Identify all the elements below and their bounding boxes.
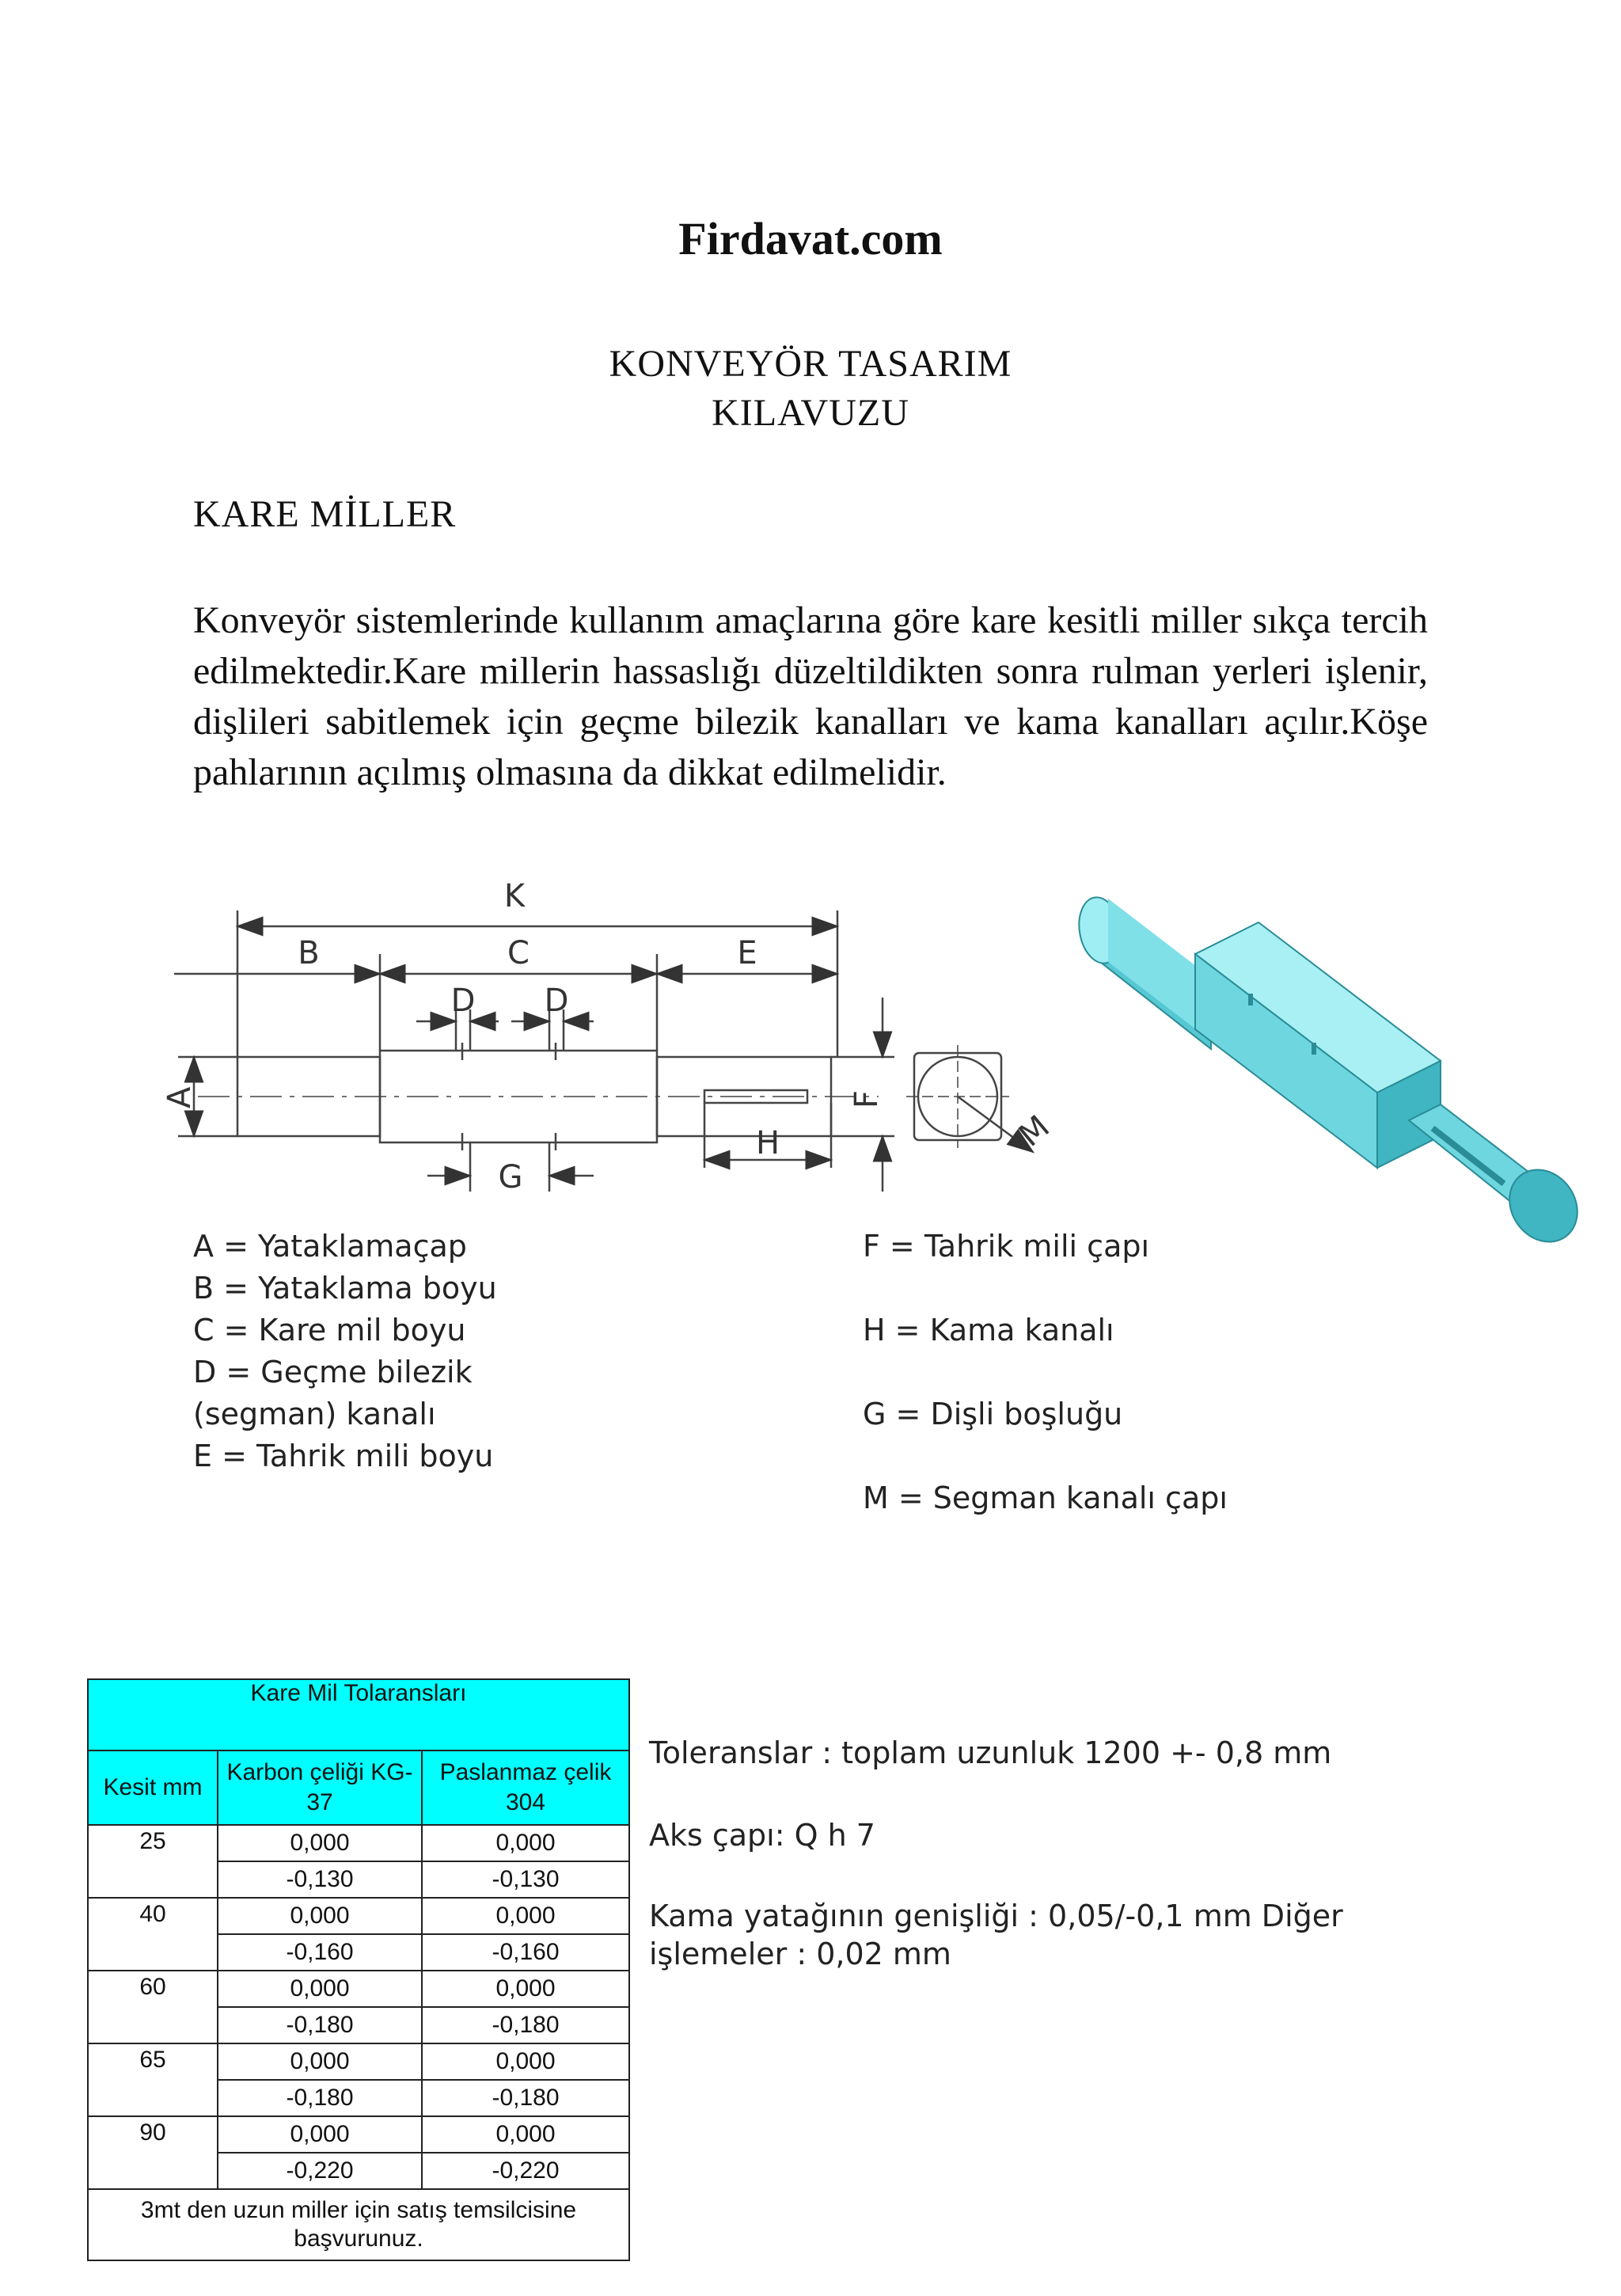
table-footer-note: 3mt den uzun miller için satış temsilcisine başvurunuz. bbox=[88, 2189, 629, 2260]
note-axle-diameter: Aks çapı: Q h 7 bbox=[649, 1818, 875, 1853]
kesit-cell: 40 bbox=[88, 1898, 218, 1971]
legend-item-a: A = Yataklamaçap bbox=[193, 1229, 467, 1264]
dim-label-m: M bbox=[1012, 1108, 1057, 1154]
legend-item-m: M = Segman kanalı çapı bbox=[863, 1481, 1228, 1515]
legend-item-d: D = Geçme bilezik (segman) kanalı bbox=[193, 1355, 473, 1431]
stainless-cell: -0,180 bbox=[422, 2080, 629, 2116]
carbon-cell: 0,000 bbox=[218, 1971, 422, 2007]
kesit-cell: 60 bbox=[88, 1971, 218, 2043]
dim-label-b: B bbox=[298, 935, 320, 971]
legend-right bbox=[863, 1226, 1417, 1561]
stainless-cell: 0,000 bbox=[422, 2116, 629, 2153]
table-row bbox=[88, 1825, 629, 1861]
legend-item-f: F = Tahrik mili çapı bbox=[863, 1229, 1150, 1264]
kesit-cell: 90 bbox=[88, 2116, 218, 2189]
stainless-cell: 0,000 bbox=[422, 1898, 629, 1934]
legend-item-g: G = Dişli boşluğu bbox=[863, 1397, 1123, 1431]
carbon-cell: 0,000 bbox=[218, 2116, 422, 2153]
kesit-cell: 25 bbox=[88, 1825, 218, 1898]
document-title-line-2: KILAVUZU bbox=[712, 392, 909, 434]
site-title: Firdavat.com bbox=[678, 213, 943, 264]
intro-paragraph: Konveyör sistemlerinde kullanım amaçlarına göre kare kesitli miller sıkça tercih edilmektedir.Kare millerin hassaslığı düzeltildikten sonra rulman yerleri işlenir, dişlileri sabitlemek için geçme bilezik kanalları ve kama kanalları açılır.Köşe pahlarının açılmış olmasına da dikkat edilmelidir. bbox=[193, 599, 1428, 793]
stainless-cell: -0,180 bbox=[422, 2007, 629, 2043]
carbon-cell: 0,000 bbox=[218, 2043, 422, 2080]
dim-label-f: F bbox=[848, 1089, 885, 1108]
stainless-cell: -0,160 bbox=[422, 1934, 629, 1971]
table-header-stainless: Paslanmaz çelik 304 bbox=[422, 1751, 629, 1825]
note-keyway: Kama yatağının genişliği : 0,05/-0,1 mm Diğer işlemeler : 0,02 mm bbox=[649, 1899, 1343, 1971]
table-row bbox=[88, 1971, 629, 2007]
table-row bbox=[88, 2116, 629, 2153]
dim-label-h: H bbox=[755, 1125, 780, 1161]
dim-label-a: A bbox=[161, 1086, 198, 1108]
stainless-cell: -0,130 bbox=[422, 1861, 629, 1898]
table-header-carbon: Karbon çeliği KG-37 bbox=[218, 1751, 422, 1825]
table-title: Kare Mil Tolaransları bbox=[88, 1679, 629, 1751]
legend-item-c: C = Kare mil boyu bbox=[193, 1313, 466, 1348]
stainless-cell: 0,000 bbox=[422, 1971, 629, 2007]
table-row bbox=[88, 1898, 629, 1934]
section-heading: KARE MİLLER bbox=[193, 493, 457, 535]
shaft-diagram bbox=[161, 867, 1433, 1239]
dim-label-g: G bbox=[498, 1159, 523, 1196]
dim-label-k: K bbox=[503, 878, 526, 914]
carbon-cell: -0,130 bbox=[218, 1861, 422, 1898]
stainless-cell: 0,000 bbox=[422, 1825, 629, 1861]
legend-item-e: E = Tahrik mili boyu bbox=[193, 1439, 494, 1473]
carbon-cell: -0,180 bbox=[218, 2007, 422, 2043]
table-header-kesit: Kesit mm bbox=[88, 1751, 218, 1825]
carbon-cell: -0,160 bbox=[218, 1934, 422, 1971]
stainless-cell: 0,000 bbox=[422, 2043, 629, 2080]
note-tolerances: Toleranslar : toplam uzunluk 1200 +- 0,8 mm bbox=[649, 1735, 1332, 1770]
carbon-cell: -0,180 bbox=[218, 2080, 422, 2116]
legend-left bbox=[193, 1226, 533, 1477]
dim-label-e: E bbox=[737, 935, 757, 971]
stainless-cell: -0,220 bbox=[422, 2153, 629, 2189]
carbon-cell: 0,000 bbox=[218, 1898, 422, 1934]
carbon-cell: 0,000 bbox=[218, 1825, 422, 1861]
table-row bbox=[88, 2043, 629, 2080]
shaft-3d-render bbox=[1074, 894, 1591, 1255]
document-title-line-1: KONVEYÖR TASARIM bbox=[609, 343, 1012, 385]
legend-item-h: H = Kama kanalı bbox=[863, 1313, 1114, 1348]
carbon-cell: -0,220 bbox=[218, 2153, 422, 2189]
dim-label-c: C bbox=[507, 935, 530, 971]
dim-label-d-2: D bbox=[544, 983, 569, 1019]
legend-item-b: B = Yataklama boyu bbox=[193, 1271, 497, 1306]
tolerance-table bbox=[87, 1678, 630, 2261]
kesit-cell: 65 bbox=[88, 2043, 218, 2116]
dim-label-d-1: D bbox=[450, 983, 476, 1019]
